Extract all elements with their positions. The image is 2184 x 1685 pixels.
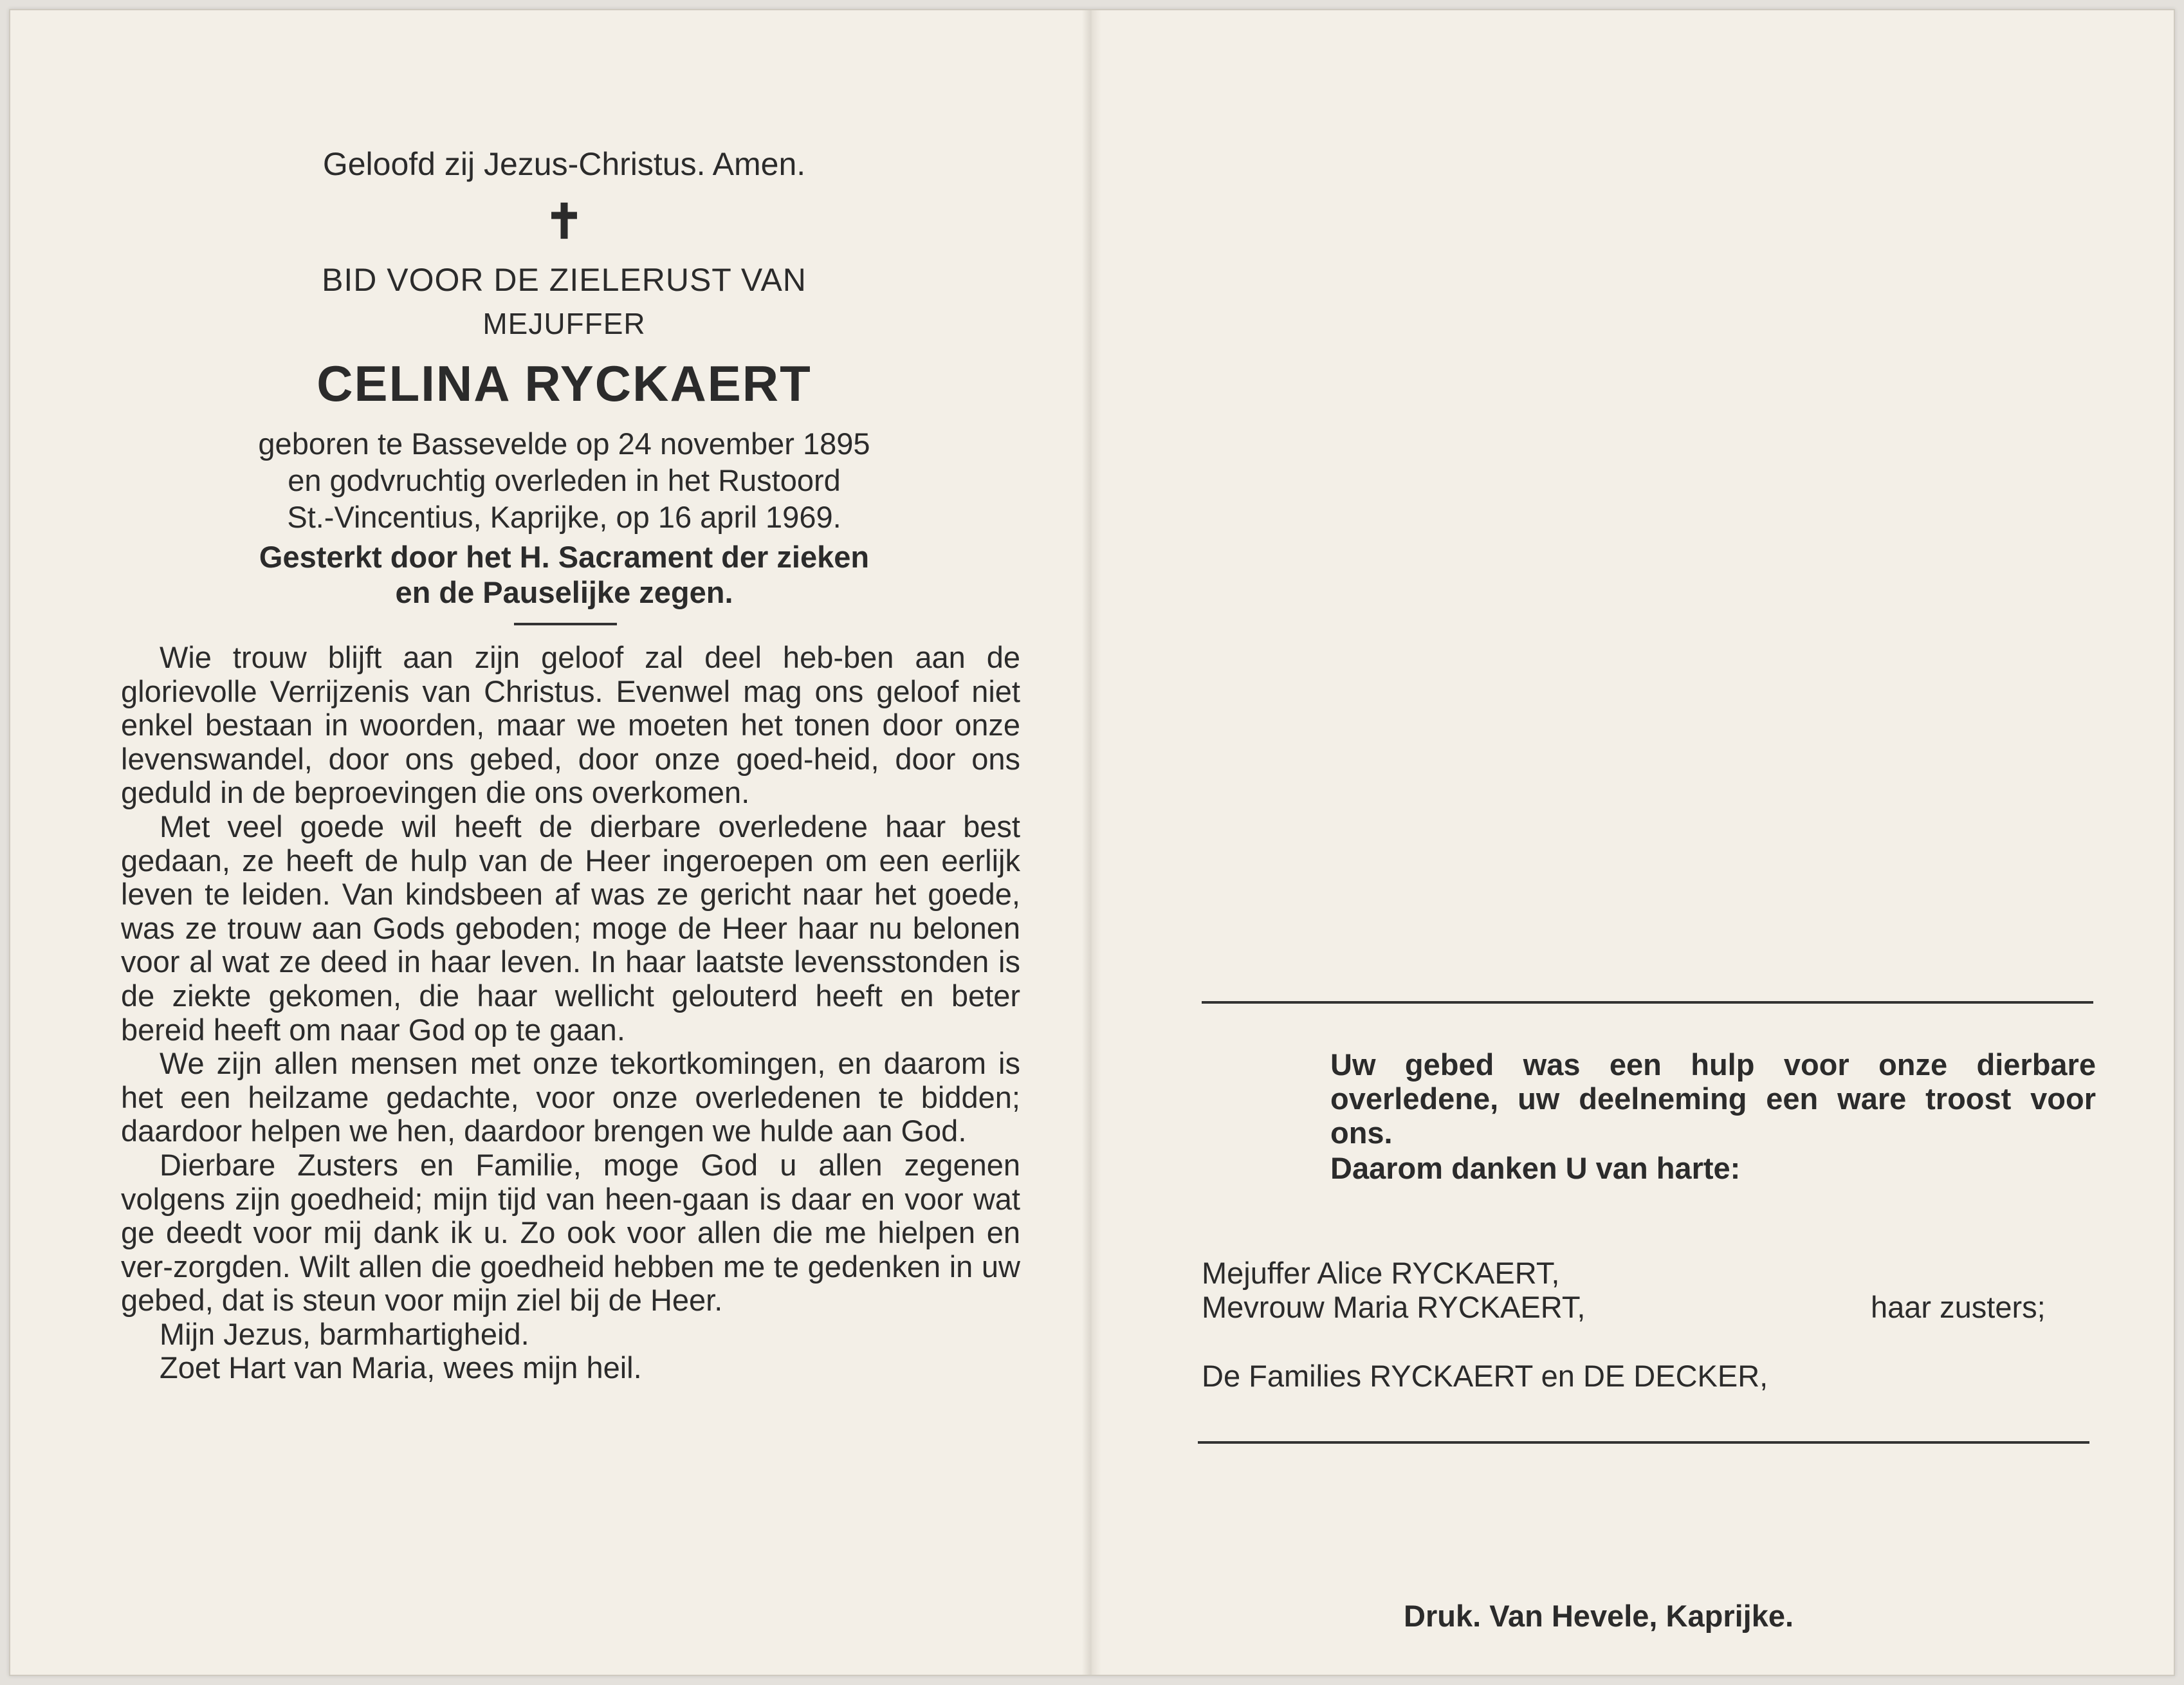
sacrament-line-2: en de Pauselijke zegen. — [395, 575, 733, 609]
birth-line: geboren te Bassevelde op 24 november 1895 — [258, 427, 870, 461]
family-member: Mevrouw Maria RYCKAERT, — [1202, 1290, 1586, 1324]
paragraph: We zijn allen mensen met onze tekortkomingen, en daarom is het een heilzame gedachte, voor onze overledenen te bidden; daardoor helpen we hen, daardoor brengen we hulde aan God. — [121, 1046, 1020, 1148]
thanks-closing: Daarom danken U van harte: — [1330, 1151, 1741, 1185]
header-prayer: Geloofd zij Jezus-Christus. Amen. — [322, 146, 806, 182]
prayer-request-line: BID VOOR DE ZIELERUST VAN — [322, 262, 807, 298]
divider — [514, 623, 617, 625]
death-place-line: St.-Vincentius, Kaprijke, op 16 april 1969. — [287, 500, 841, 534]
death-line: en godvruchtig overleden in het Rustoord — [288, 463, 841, 497]
printer-credit: Druk. Van Hevele, Kaprijke. — [1404, 1599, 1794, 1633]
prayer-line: Zoet Hart van Maria, wees mijn heil. — [160, 1350, 642, 1385]
cross-icon: ✝ — [544, 195, 584, 248]
thanks-text: Uw gebed was een hulp voor onze dierbare overledene, uw deelneming een ware troost voor ons. — [1330, 1047, 2096, 1150]
paragraph: Dierbare Zusters en Familie, moge God u allen zegenen volgens zijn goedheid; mijn tijd van heen-gaan is daar en voor wat ge deedt voor mij dank ik u. Zo ook voor allen die me hielpen en ver-zorgden. Wilt allen die goedheid hebben me te gedenken in uw gebed, dat is steun voor mijn ziel bij de Heer. — [121, 1147, 1020, 1318]
family-relation: haar zusters; — [1871, 1290, 2046, 1324]
memorial-card — [9, 9, 2175, 1676]
deceased-name: CELINA RYCKAERT — [317, 355, 812, 412]
birth-death-details — [10, 425, 1118, 535]
family-member: Mejuffer Alice RYCKAERT, — [1202, 1256, 1560, 1290]
paragraph: Met veel goede wil heeft de dierbare overledene haar best gedaan, ze heeft de hulp van de Heer ingeroepen om een eerlijk leven te leiden. Van kindsbeen af was ze gericht naar het goede, was ze trouw aan Gods geboden; moge de Heer haar nu belonen voor al wat ze deed in haar leven. In haar laatste levensstonden is de ziekte gekomen, die haar wellicht gelouterd heeft en beter bereid heeft om naar God op te gaan. — [121, 809, 1020, 1047]
paragraph: Wie trouw blijft aan zijn geloof zal deel heb-ben aan de glorievolle Verrijzenis van Christus. Evenwel mag ons geloof niet enkel bestaan in woorden, maar we moeten het tonen door onze levenswandel, door ons gebed, door onze goed-heid, door ons geduld in de beproevingen die ons overkomen. — [121, 640, 1020, 810]
memorial-text — [121, 641, 1020, 1385]
title-line: MEJUFFER — [482, 307, 646, 340]
divider — [1202, 1001, 2093, 1004]
card-fold — [1082, 10, 1101, 1675]
right-page — [1101, 10, 2176, 1675]
family-member: De Families RYCKAERT en DE DECKER, — [1202, 1359, 1768, 1393]
sacrament-line-1: Gesterkt door het H. Sacrament der zieken — [259, 540, 870, 574]
divider — [1198, 1441, 2089, 1444]
left-page — [10, 10, 1082, 1675]
prayer-line: Mijn Jezus, barmhartigheid. — [160, 1316, 529, 1351]
sacrament-note — [10, 539, 1118, 610]
